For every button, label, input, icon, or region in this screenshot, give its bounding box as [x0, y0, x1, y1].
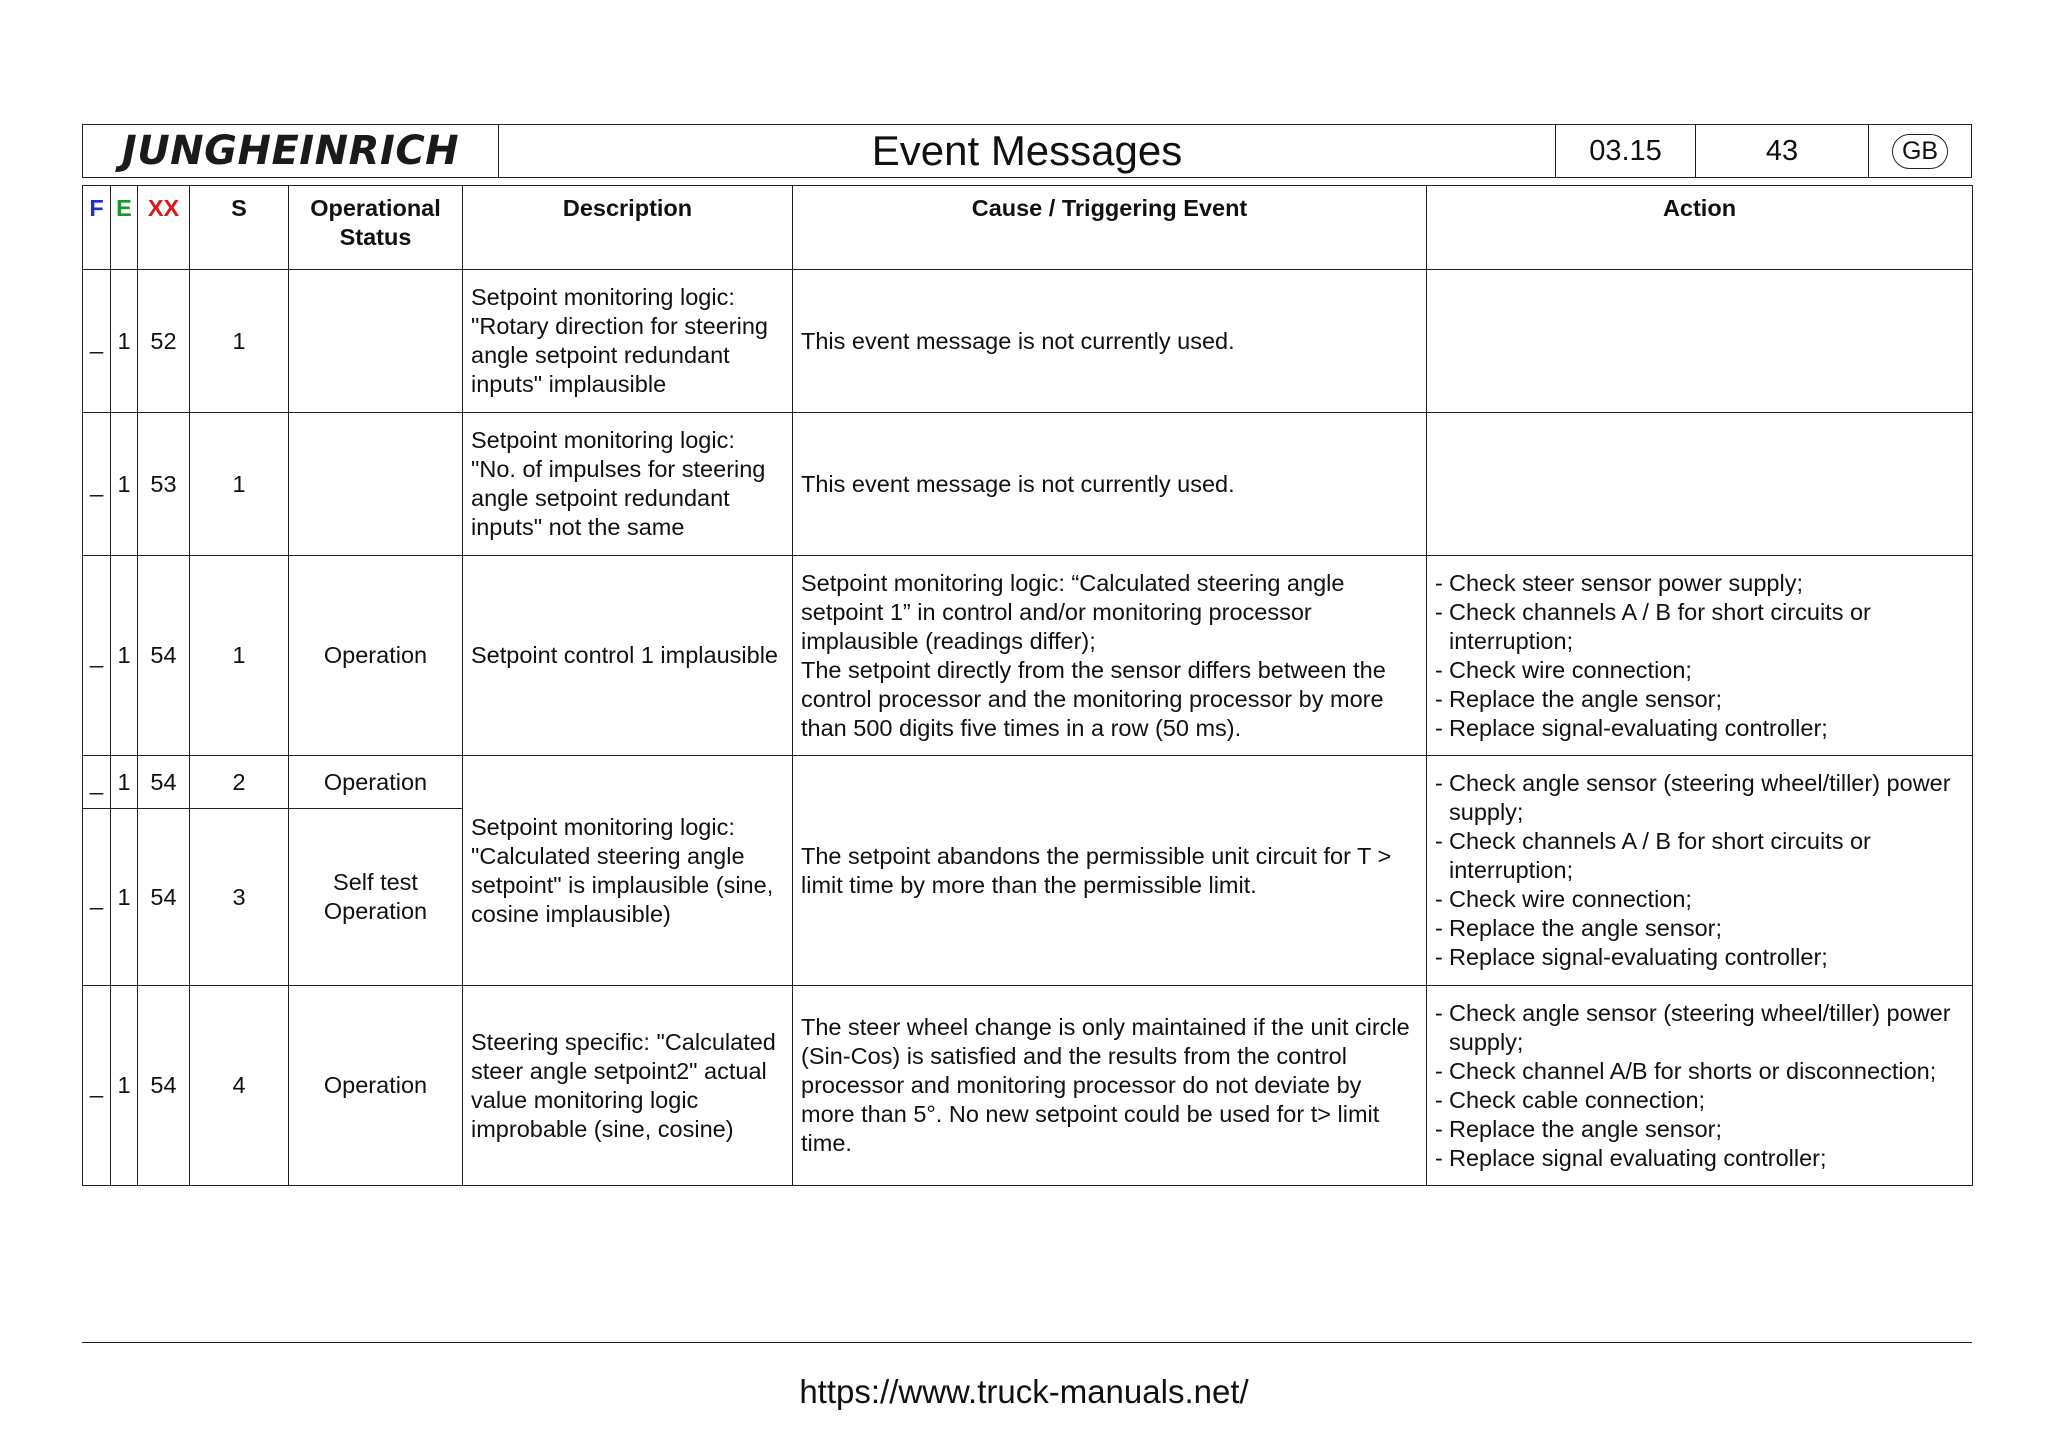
- action-list: [1435, 769, 1964, 972]
- cell-cause: The setpoint abandons the permissible unit circuit for T > limit time by more than the permissible limit.: [793, 756, 1427, 986]
- cell-e: 1: [111, 270, 138, 413]
- col-header-e: E: [111, 186, 138, 270]
- page-number: 43: [1696, 125, 1869, 177]
- action-item: - Replace the angle sensor;: [1435, 914, 1964, 943]
- action-item: - Check cable connection;: [1435, 1086, 1964, 1115]
- col-header-f: F: [83, 186, 111, 270]
- cell-description: Steering specific: "Calculated steer angle setpoint2" actual value monitoring logic improbable (sine, cosine): [463, 986, 793, 1186]
- action-item: - Check angle sensor (steering wheel/tiller) power supply;: [1435, 769, 1964, 827]
- cell-action: [1427, 413, 1973, 556]
- action-item: - Check channels A / B for short circuits or interruption;: [1435, 827, 1964, 885]
- action-item: - Check channel A/B for shorts or disconnection;: [1435, 1057, 1964, 1086]
- action-item: - Replace signal-evaluating controller;: [1435, 943, 1964, 972]
- action-item: - Replace signal-evaluating controller;: [1435, 714, 1964, 743]
- brand-logo: [83, 125, 499, 177]
- cell-xx: 52: [138, 270, 190, 413]
- cell-xx: 54: [138, 556, 190, 756]
- cell-status: Operation: [289, 756, 463, 809]
- cell-f: _: [83, 986, 111, 1186]
- cell-e: 1: [111, 556, 138, 756]
- action-list: [1435, 999, 1964, 1173]
- action-item: - Check channels A / B for short circuits or interruption;: [1435, 598, 1964, 656]
- cell-action: [1427, 556, 1973, 756]
- cell-xx: 53: [138, 413, 190, 556]
- action-item: - Replace the angle sensor;: [1435, 1115, 1964, 1144]
- table-row: [83, 556, 1973, 756]
- logo-text: JUNGHEINRICH: [121, 128, 460, 174]
- table-row: [83, 270, 1973, 413]
- action-list: [1435, 569, 1964, 743]
- cell-f: _: [83, 556, 111, 756]
- cell-description: Setpoint monitoring logic: "Rotary direction for steering angle setpoint redundant inputs" implausible: [463, 270, 793, 413]
- action-item: - Check wire connection;: [1435, 885, 1964, 914]
- action-item: - Check angle sensor (steering wheel/tiller) power supply;: [1435, 999, 1964, 1057]
- col-header-action: Action: [1427, 186, 1973, 270]
- cell-cause: This event message is not currently used.: [793, 270, 1427, 413]
- cell-action: [1427, 986, 1973, 1186]
- footer-url[interactable]: https://www.truck-manuals.net/: [799, 1373, 1249, 1410]
- issue-date: 03.15: [1556, 125, 1696, 177]
- cell-f: _: [83, 413, 111, 556]
- footer-divider: [82, 1342, 1972, 1343]
- cell-e: 1: [111, 756, 138, 809]
- col-header-description: Description: [463, 186, 793, 270]
- col-header-s: S: [190, 186, 289, 270]
- col-header-cause: Cause / Triggering Event: [793, 186, 1427, 270]
- cell-description: Setpoint monitoring logic: "No. of impulses for steering angle setpoint redundant inputs" not the same: [463, 413, 793, 556]
- cell-cause: [793, 556, 1427, 756]
- cause-line: The setpoint directly from the sensor differs between the control processor and the monitoring processor by more than 500 digits five times in a row (50 ms).: [801, 656, 1386, 741]
- cause-line: Setpoint monitoring logic: “Calculated steering angle setpoint 1” in control and/or monitoring processor implausible (readings differ);: [801, 569, 1345, 654]
- table-row: [83, 986, 1973, 1186]
- table-row: [83, 756, 1973, 809]
- cell-xx: 54: [138, 986, 190, 1186]
- page-title: Event Messages: [499, 125, 1556, 177]
- language-badge: GB: [1892, 134, 1948, 169]
- cell-description: Setpoint control 1 implausible: [463, 556, 793, 756]
- cell-s: 4: [190, 986, 289, 1186]
- cell-s: 3: [190, 809, 289, 986]
- cell-status: [289, 270, 463, 413]
- cell-cause: The steer wheel change is only maintained if the unit circle (Sin-Cos) is satisfied and the results from the control processor and monitoring processor do not deviate by more than 5°. No new setpoint could be used for t> limit time.: [793, 986, 1427, 1186]
- cell-cause: This event message is not currently used.: [793, 413, 1427, 556]
- cell-f: _: [83, 270, 111, 413]
- cell-action: [1427, 270, 1973, 413]
- cell-status: Operation: [289, 556, 463, 756]
- cell-xx: 54: [138, 756, 190, 809]
- cell-f: _: [83, 756, 111, 809]
- action-item: - Replace the angle sensor;: [1435, 685, 1964, 714]
- cell-e: 1: [111, 809, 138, 986]
- cell-xx: 54: [138, 809, 190, 986]
- cell-status: Self test Operation: [289, 809, 463, 986]
- page-header: [82, 124, 1972, 178]
- col-header-xx: XX: [138, 186, 190, 270]
- action-item: - Replace signal evaluating controller;: [1435, 1144, 1964, 1173]
- cell-s: 1: [190, 413, 289, 556]
- cell-description: Setpoint monitoring logic: "Calculated steering angle setpoint" is implausible (sine, cosine implausible): [463, 756, 793, 986]
- table-row: [83, 413, 1973, 556]
- cell-s: 1: [190, 270, 289, 413]
- col-header-status: Operational Status: [289, 186, 463, 270]
- cell-e: 1: [111, 413, 138, 556]
- cell-f: _: [83, 809, 111, 986]
- action-item: - Check wire connection;: [1435, 656, 1964, 685]
- event-messages-table: [82, 185, 1973, 1186]
- cell-status: Operation: [289, 986, 463, 1186]
- cell-e: 1: [111, 986, 138, 1186]
- cell-action: [1427, 756, 1973, 986]
- action-item: - Check steer sensor power supply;: [1435, 569, 1964, 598]
- cell-status: [289, 413, 463, 556]
- language-badge-cell: [1869, 125, 1971, 177]
- table-header-row: [83, 186, 1973, 270]
- cell-s: 2: [190, 756, 289, 809]
- cell-s: 1: [190, 556, 289, 756]
